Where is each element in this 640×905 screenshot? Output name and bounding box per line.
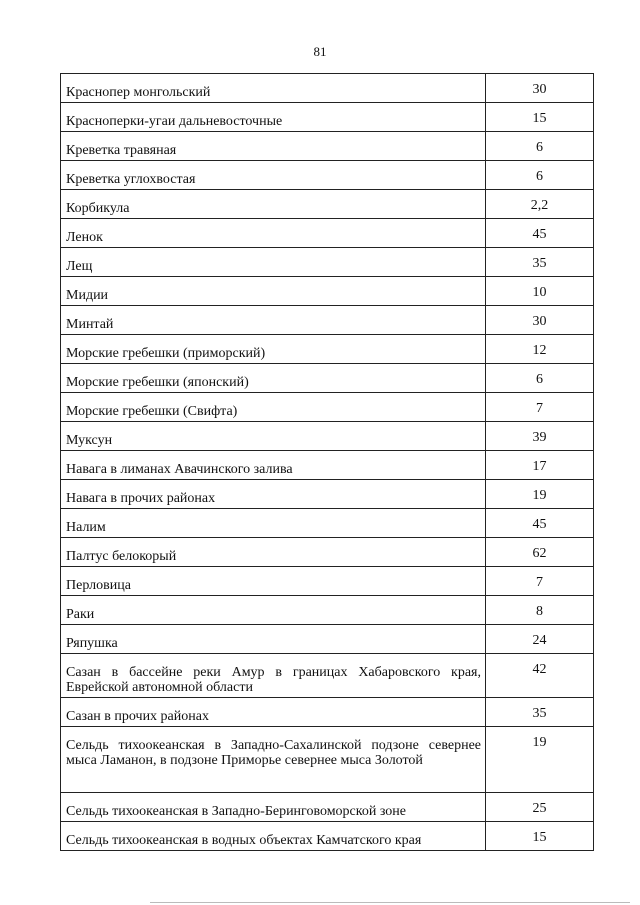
species-name-cell: Сазан в бассейне реки Амур в границах Хабаровского края, Еврейской автономной области (61, 654, 486, 698)
species-name-cell: Креветка углохвостая (61, 161, 486, 190)
value-cell: 7 (486, 567, 594, 596)
species-name-cell: Сельдь тихоокеанская в водных объектах Камчатского края (61, 822, 486, 851)
value-cell: 6 (486, 161, 594, 190)
species-name-cell: Морские гребешки (приморский) (61, 335, 486, 364)
table-row (61, 596, 594, 625)
species-name-cell: Красноперки-угаи дальневосточные (61, 103, 486, 132)
species-name-cell: Палтус белокорый (61, 538, 486, 567)
value-cell: 25 (486, 793, 594, 822)
table-row (61, 451, 594, 480)
species-value-table (60, 73, 594, 851)
table-row (61, 219, 594, 248)
value-cell: 8 (486, 596, 594, 625)
species-name-cell: Навага в лиманах Авачинского залива (61, 451, 486, 480)
value-cell: 35 (486, 698, 594, 727)
page-number: 81 (313, 44, 327, 59)
value-cell: 30 (486, 74, 594, 103)
value-cell: 19 (486, 727, 594, 793)
table-row (61, 335, 594, 364)
table-row (61, 538, 594, 567)
species-name-cell: Ряпушка (61, 625, 486, 654)
species-name-cell: Перловица (61, 567, 486, 596)
table-row (61, 698, 594, 727)
value-cell: 12 (486, 335, 594, 364)
value-cell: 45 (486, 219, 594, 248)
scan-edge-line (150, 902, 630, 903)
table-row (61, 625, 594, 654)
value-cell: 2,2 (486, 190, 594, 219)
value-cell: 15 (486, 822, 594, 851)
species-name-cell: Креветка травяная (61, 132, 486, 161)
table-row (61, 103, 594, 132)
value-cell: 6 (486, 364, 594, 393)
species-name-cell: Лещ (61, 248, 486, 277)
species-name-cell: Раки (61, 596, 486, 625)
value-cell: 6 (486, 132, 594, 161)
value-cell: 10 (486, 277, 594, 306)
value-cell: 42 (486, 654, 594, 698)
value-cell: 17 (486, 451, 594, 480)
table-row (61, 480, 594, 509)
species-name-cell: Сазан в прочих районах (61, 698, 486, 727)
species-name-cell: Сельдь тихоокеанская в Западно-Сахалинской подзоне севернее мыса Ламанон, в подзоне Приморье севернее мыса Золотой (61, 727, 486, 793)
table-row (61, 509, 594, 538)
table-row (61, 248, 594, 277)
table-row (61, 277, 594, 306)
table-row (61, 132, 594, 161)
table-row (61, 567, 594, 596)
value-cell: 7 (486, 393, 594, 422)
table-row (61, 793, 594, 822)
species-name-cell: Муксун (61, 422, 486, 451)
value-cell: 24 (486, 625, 594, 654)
table-row (61, 306, 594, 335)
value-cell: 15 (486, 103, 594, 132)
species-name-cell: Минтай (61, 306, 486, 335)
value-cell: 30 (486, 306, 594, 335)
value-cell: 35 (486, 248, 594, 277)
species-name-cell: Ленок (61, 219, 486, 248)
table-row (61, 422, 594, 451)
value-cell: 45 (486, 509, 594, 538)
table-row (61, 654, 594, 698)
species-name-cell: Краснопер монгольский (61, 74, 486, 103)
table-row (61, 727, 594, 793)
table-row (61, 74, 594, 103)
table-row (61, 190, 594, 219)
value-cell: 19 (486, 480, 594, 509)
species-name-cell: Сельдь тихоокеанская в Западно-Беринговоморской зоне (61, 793, 486, 822)
species-name-cell: Навага в прочих районах (61, 480, 486, 509)
species-name-cell: Мидии (61, 277, 486, 306)
table-row (61, 822, 594, 851)
value-cell: 39 (486, 422, 594, 451)
value-cell: 62 (486, 538, 594, 567)
species-name-cell: Морские гребешки (Свифта) (61, 393, 486, 422)
species-name-cell: Корбикула (61, 190, 486, 219)
species-name-cell: Морские гребешки (японский) (61, 364, 486, 393)
species-name-cell: Налим (61, 509, 486, 538)
table-row (61, 161, 594, 190)
table-row (61, 393, 594, 422)
table-row (61, 364, 594, 393)
